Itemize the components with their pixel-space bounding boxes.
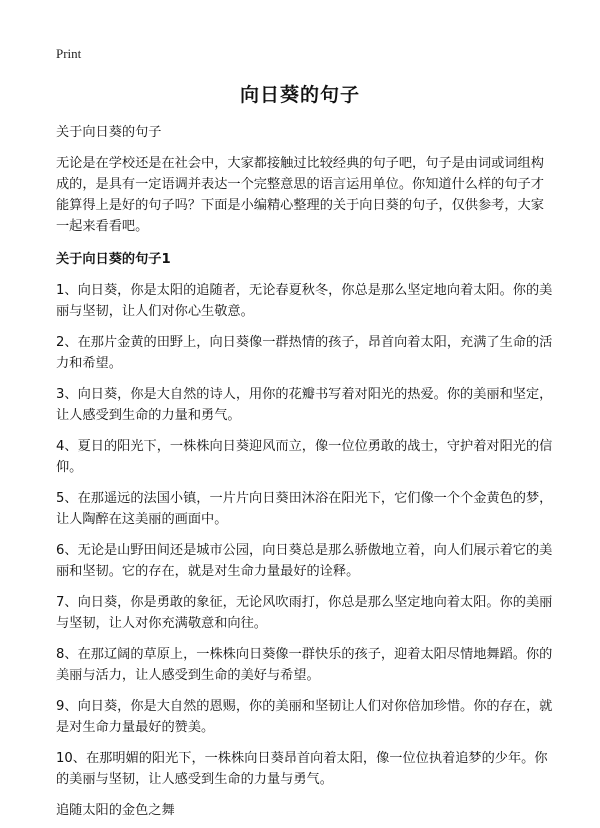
- list-item: 1、向日葵，你是太阳的追随者，无论春夏秋冬，你总是那么坚定地向着太阳。你的美丽与坚韧，让人们对你心生敬意。: [56, 283, 553, 319]
- document-subtitle: 关于向日葵的句子: [56, 125, 162, 140]
- list-item: 3、向日葵，你是大自然的诗人，用你的花瓣书写着对阳光的热爱。你的美丽和坚定，让人感受到生命的力量和勇气。: [56, 387, 553, 423]
- final-line: 追随太阳的金色之舞: [56, 803, 175, 818]
- intro-paragraph: 无论是在学校还是在社会中，大家都接触过比较经典的句子吧，句子是由词或词组构成的，是具有一定语调并表达一个完整意思的语言运用单位。你知道什么样的句子才能算得上是好的句子吗？下面是小编精心整理的关于向日葵的句子，仅供参考，大家一起来看看吧。: [56, 156, 544, 234]
- list-item: 6、无论是山野田间还是城市公园，向日葵总是那么骄傲地立着，向人们展示着它的美丽和坚韧。它的存在，就是对生命力量最好的诠释。: [56, 543, 553, 579]
- print-label: Print: [56, 46, 82, 61]
- list-item: 7、向日葵，你是勇敢的象征，无论风吹雨打，你总是那么坚定地向着太阳。你的美丽与坚韧，让人对你充满敬意和向往。: [56, 595, 553, 631]
- list-item: 4、夏日的阳光下，一株株向日葵迎风而立，像一位位勇敢的战士，守护着对阳光的信仰。: [56, 439, 553, 475]
- list-item: 2、在那片金黄的田野上，向日葵像一群热情的孩子，昂首向着太阳，充满了生命的活力和希望。: [56, 335, 553, 371]
- page-title: 向日葵的句子: [239, 84, 360, 106]
- section-heading: 关于向日葵的句子1: [56, 252, 171, 267]
- list-item: 9、向日葵，你是大自然的恩赐，你的美丽和坚韧让人们对你倍加珍惜。你的存在，就是对生命力量最好的赞美。: [56, 699, 553, 735]
- list-item: 5、在那遥远的法国小镇，一片片向日葵田沐浴在阳光下，它们像一个个金黄色的梦，让人陶醉在这美丽的画面中。: [56, 491, 553, 527]
- document-content: [56, 122, 554, 821]
- list-item: 8、在那辽阔的草原上，一株株向日葵像一群快乐的孩子，迎着太阳尽情地舞蹈。你的美丽与活力，让人感受到生命的美好与希望。: [56, 647, 553, 683]
- list-item: 10、在那明媚的阳光下，一株株向日葵昂首向着太阳，像一位位执着追梦的少年。你的美丽与坚韧，让人感受到生命的力量与勇气。: [56, 751, 548, 787]
